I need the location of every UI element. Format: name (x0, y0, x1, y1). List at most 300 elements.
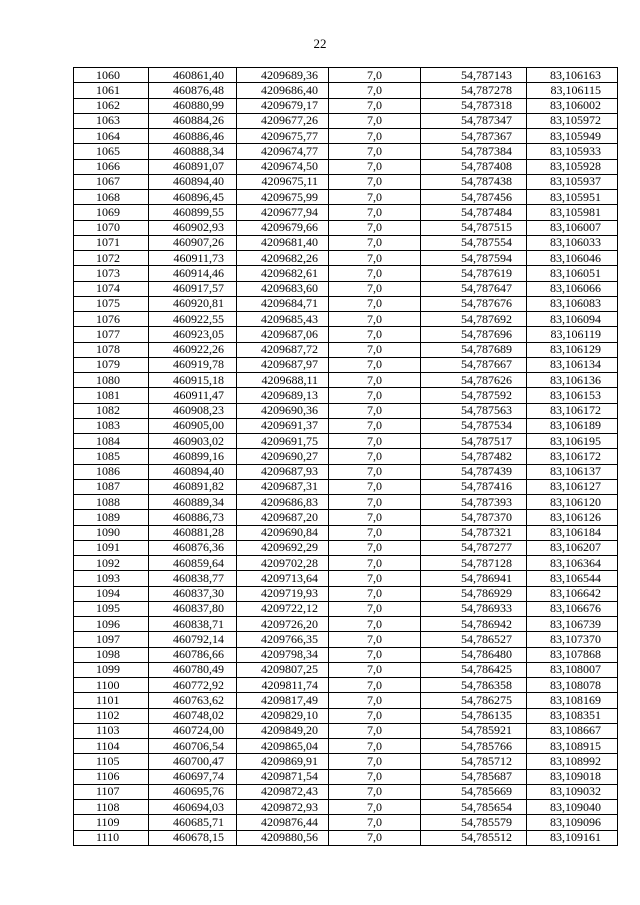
y-coordinate-cell: 4209702,28 (237, 556, 329, 571)
y-coordinate-cell: 4209876,44 (237, 815, 329, 830)
latitude-cell: 54,785512 (421, 830, 527, 845)
point-number-cell: 1104 (74, 739, 149, 754)
table-row (74, 342, 618, 357)
table-row (74, 235, 618, 250)
y-coordinate-cell: 4209686,83 (237, 495, 329, 510)
table-row (74, 617, 618, 632)
accuracy-cell: 7,0 (329, 281, 421, 296)
latitude-cell: 54,786425 (421, 662, 527, 677)
accuracy-cell: 7,0 (329, 525, 421, 540)
longitude-cell: 83,105951 (527, 190, 618, 205)
x-coordinate-cell: 460695,76 (149, 784, 237, 799)
latitude-cell: 54,787696 (421, 327, 527, 342)
x-coordinate-cell: 460772,92 (149, 678, 237, 693)
latitude-cell: 54,787143 (421, 68, 527, 83)
latitude-cell: 54,787515 (421, 220, 527, 235)
accuracy-cell: 7,0 (329, 327, 421, 342)
x-coordinate-cell: 460724,00 (149, 723, 237, 738)
latitude-cell: 54,787534 (421, 418, 527, 433)
longitude-cell: 83,106195 (527, 434, 618, 449)
x-coordinate-cell: 460886,46 (149, 129, 237, 144)
accuracy-cell: 7,0 (329, 784, 421, 799)
longitude-cell: 83,105937 (527, 174, 618, 189)
y-coordinate-cell: 4209722,12 (237, 601, 329, 616)
x-coordinate-cell: 460763,62 (149, 693, 237, 708)
latitude-cell: 54,787692 (421, 312, 527, 327)
point-number-cell: 1075 (74, 296, 149, 311)
x-coordinate-cell: 460902,93 (149, 220, 237, 235)
y-coordinate-cell: 4209687,72 (237, 342, 329, 357)
longitude-cell: 83,106120 (527, 495, 618, 510)
x-coordinate-cell: 460889,34 (149, 495, 237, 510)
x-coordinate-cell: 460920,81 (149, 296, 237, 311)
point-number-cell: 1086 (74, 464, 149, 479)
longitude-cell: 83,108078 (527, 678, 618, 693)
latitude-cell: 54,787594 (421, 251, 527, 266)
point-number-cell: 1071 (74, 235, 149, 250)
x-coordinate-cell: 460911,47 (149, 388, 237, 403)
point-number-cell: 1090 (74, 525, 149, 540)
x-coordinate-cell: 460792,14 (149, 632, 237, 647)
longitude-cell: 83,109161 (527, 830, 618, 845)
point-number-cell: 1088 (74, 495, 149, 510)
table-row (74, 220, 618, 235)
longitude-cell: 83,106184 (527, 525, 618, 540)
latitude-cell: 54,785712 (421, 754, 527, 769)
point-number-cell: 1097 (74, 632, 149, 647)
y-coordinate-cell: 4209690,84 (237, 525, 329, 540)
accuracy-cell: 7,0 (329, 464, 421, 479)
table-row (74, 739, 618, 754)
x-coordinate-cell: 460894,40 (149, 464, 237, 479)
point-number-cell: 1093 (74, 571, 149, 586)
accuracy-cell: 7,0 (329, 800, 421, 815)
point-number-cell: 1064 (74, 129, 149, 144)
x-coordinate-cell: 460896,45 (149, 190, 237, 205)
longitude-cell: 83,109018 (527, 769, 618, 784)
accuracy-cell: 7,0 (329, 220, 421, 235)
longitude-cell: 83,108915 (527, 739, 618, 754)
longitude-cell: 83,108992 (527, 754, 618, 769)
accuracy-cell: 7,0 (329, 601, 421, 616)
y-coordinate-cell: 4209692,29 (237, 540, 329, 555)
x-coordinate-cell: 460838,77 (149, 571, 237, 586)
x-coordinate-cell: 460859,64 (149, 556, 237, 571)
point-number-cell: 1077 (74, 327, 149, 342)
point-number-cell: 1091 (74, 540, 149, 555)
x-coordinate-cell: 460876,36 (149, 540, 237, 555)
table-row (74, 266, 618, 281)
accuracy-cell: 7,0 (329, 129, 421, 144)
point-number-cell: 1092 (74, 556, 149, 571)
y-coordinate-cell: 4209689,36 (237, 68, 329, 83)
point-number-cell: 1073 (74, 266, 149, 281)
table-row (74, 754, 618, 769)
longitude-cell: 83,106544 (527, 571, 618, 586)
latitude-cell: 54,787393 (421, 495, 527, 510)
longitude-cell: 83,109096 (527, 815, 618, 830)
accuracy-cell: 7,0 (329, 174, 421, 189)
accuracy-cell: 7,0 (329, 342, 421, 357)
table-row (74, 113, 618, 128)
longitude-cell: 83,107868 (527, 647, 618, 662)
accuracy-cell: 7,0 (329, 403, 421, 418)
accuracy-cell: 7,0 (329, 83, 421, 98)
y-coordinate-cell: 4209681,40 (237, 235, 329, 250)
latitude-cell: 54,787367 (421, 129, 527, 144)
y-coordinate-cell: 4209690,27 (237, 449, 329, 464)
point-number-cell: 1078 (74, 342, 149, 357)
x-coordinate-cell: 460700,47 (149, 754, 237, 769)
y-coordinate-cell: 4209687,31 (237, 479, 329, 494)
y-coordinate-cell: 4209798,34 (237, 647, 329, 662)
accuracy-cell: 7,0 (329, 708, 421, 723)
longitude-cell: 83,106119 (527, 327, 618, 342)
latitude-cell: 54,785579 (421, 815, 527, 830)
y-coordinate-cell: 4209687,93 (237, 464, 329, 479)
x-coordinate-cell: 460907,26 (149, 235, 237, 250)
accuracy-cell: 7,0 (329, 357, 421, 372)
latitude-cell: 54,787439 (421, 464, 527, 479)
x-coordinate-cell: 460922,55 (149, 312, 237, 327)
point-number-cell: 1087 (74, 479, 149, 494)
accuracy-cell: 7,0 (329, 556, 421, 571)
table-row (74, 449, 618, 464)
accuracy-cell: 7,0 (329, 510, 421, 525)
y-coordinate-cell: 4209689,13 (237, 388, 329, 403)
x-coordinate-cell: 460837,30 (149, 586, 237, 601)
point-number-cell: 1072 (74, 251, 149, 266)
accuracy-cell: 7,0 (329, 449, 421, 464)
table-row (74, 205, 618, 220)
y-coordinate-cell: 4209682,26 (237, 251, 329, 266)
accuracy-cell: 7,0 (329, 769, 421, 784)
accuracy-cell: 7,0 (329, 540, 421, 555)
point-number-cell: 1076 (74, 312, 149, 327)
table-row (74, 373, 618, 388)
x-coordinate-cell: 460786,66 (149, 647, 237, 662)
x-coordinate-cell: 460884,26 (149, 113, 237, 128)
y-coordinate-cell: 4209872,93 (237, 800, 329, 815)
latitude-cell: 54,787676 (421, 296, 527, 311)
latitude-cell: 54,787278 (421, 83, 527, 98)
latitude-cell: 54,787563 (421, 403, 527, 418)
latitude-cell: 54,787128 (421, 556, 527, 571)
x-coordinate-cell: 460915,18 (149, 373, 237, 388)
y-coordinate-cell: 4209674,50 (237, 159, 329, 174)
longitude-cell: 83,106739 (527, 617, 618, 632)
table-row (74, 662, 618, 677)
longitude-cell: 83,105933 (527, 144, 618, 159)
longitude-cell: 83,106172 (527, 449, 618, 464)
y-coordinate-cell: 4209687,97 (237, 357, 329, 372)
y-coordinate-cell: 4209719,93 (237, 586, 329, 601)
latitude-cell: 54,787517 (421, 434, 527, 449)
latitude-cell: 54,787484 (421, 205, 527, 220)
latitude-cell: 54,785687 (421, 769, 527, 784)
latitude-cell: 54,786275 (421, 693, 527, 708)
x-coordinate-cell: 460881,28 (149, 525, 237, 540)
longitude-cell: 83,106066 (527, 281, 618, 296)
accuracy-cell: 7,0 (329, 830, 421, 845)
latitude-cell: 54,787416 (421, 479, 527, 494)
latitude-cell: 54,787277 (421, 540, 527, 555)
y-coordinate-cell: 4209675,77 (237, 129, 329, 144)
latitude-cell: 54,786527 (421, 632, 527, 647)
longitude-cell: 83,106153 (527, 388, 618, 403)
point-number-cell: 1096 (74, 617, 149, 632)
accuracy-cell: 7,0 (329, 251, 421, 266)
point-number-cell: 1061 (74, 83, 149, 98)
table-row (74, 174, 618, 189)
coordinates-table (73, 67, 618, 846)
y-coordinate-cell: 4209687,06 (237, 327, 329, 342)
y-coordinate-cell: 4209766,35 (237, 632, 329, 647)
y-coordinate-cell: 4209829,10 (237, 708, 329, 723)
y-coordinate-cell: 4209679,17 (237, 98, 329, 113)
point-number-cell: 1068 (74, 190, 149, 205)
table-row (74, 708, 618, 723)
accuracy-cell: 7,0 (329, 662, 421, 677)
longitude-cell: 83,106172 (527, 403, 618, 418)
point-number-cell: 1098 (74, 647, 149, 662)
x-coordinate-cell: 460838,71 (149, 617, 237, 632)
accuracy-cell: 7,0 (329, 693, 421, 708)
latitude-cell: 54,787619 (421, 266, 527, 281)
table-row (74, 525, 618, 540)
x-coordinate-cell: 460888,34 (149, 144, 237, 159)
y-coordinate-cell: 4209691,75 (237, 434, 329, 449)
accuracy-cell: 7,0 (329, 815, 421, 830)
latitude-cell: 54,787554 (421, 235, 527, 250)
table-row (74, 312, 618, 327)
x-coordinate-cell: 460748,02 (149, 708, 237, 723)
latitude-cell: 54,787647 (421, 281, 527, 296)
y-coordinate-cell: 4209679,66 (237, 220, 329, 235)
longitude-cell: 83,106126 (527, 510, 618, 525)
latitude-cell: 54,785921 (421, 723, 527, 738)
table-row (74, 601, 618, 616)
table-row (74, 190, 618, 205)
y-coordinate-cell: 4209675,99 (237, 190, 329, 205)
y-coordinate-cell: 4209713,64 (237, 571, 329, 586)
accuracy-cell: 7,0 (329, 617, 421, 632)
x-coordinate-cell: 460694,03 (149, 800, 237, 815)
x-coordinate-cell: 460891,82 (149, 479, 237, 494)
x-coordinate-cell: 460914,46 (149, 266, 237, 281)
accuracy-cell: 7,0 (329, 586, 421, 601)
table-row (74, 434, 618, 449)
longitude-cell: 83,108169 (527, 693, 618, 708)
x-coordinate-cell: 460903,02 (149, 434, 237, 449)
table-row (74, 495, 618, 510)
x-coordinate-cell: 460917,57 (149, 281, 237, 296)
point-number-cell: 1063 (74, 113, 149, 128)
table-row (74, 556, 618, 571)
x-coordinate-cell: 460706,54 (149, 739, 237, 754)
y-coordinate-cell: 4209674,77 (237, 144, 329, 159)
latitude-cell: 54,787689 (421, 342, 527, 357)
point-number-cell: 1101 (74, 693, 149, 708)
longitude-cell: 83,106163 (527, 68, 618, 83)
y-coordinate-cell: 4209865,04 (237, 739, 329, 754)
longitude-cell: 83,106207 (527, 540, 618, 555)
latitude-cell: 54,787667 (421, 357, 527, 372)
point-number-cell: 1069 (74, 205, 149, 220)
x-coordinate-cell: 460678,15 (149, 830, 237, 845)
accuracy-cell: 7,0 (329, 495, 421, 510)
accuracy-cell: 7,0 (329, 739, 421, 754)
point-number-cell: 1062 (74, 98, 149, 113)
y-coordinate-cell: 4209686,40 (237, 83, 329, 98)
x-coordinate-cell: 460923,05 (149, 327, 237, 342)
accuracy-cell: 7,0 (329, 159, 421, 174)
y-coordinate-cell: 4209849,20 (237, 723, 329, 738)
latitude-cell: 54,785669 (421, 784, 527, 799)
y-coordinate-cell: 4209685,43 (237, 312, 329, 327)
longitude-cell: 83,106046 (527, 251, 618, 266)
point-number-cell: 1108 (74, 800, 149, 815)
longitude-cell: 83,106094 (527, 312, 618, 327)
accuracy-cell: 7,0 (329, 144, 421, 159)
y-coordinate-cell: 4209872,43 (237, 784, 329, 799)
x-coordinate-cell: 460899,55 (149, 205, 237, 220)
page-number: 22 (313, 36, 327, 51)
accuracy-cell: 7,0 (329, 479, 421, 494)
point-number-cell: 1074 (74, 281, 149, 296)
table-row (74, 723, 618, 738)
x-coordinate-cell: 460905,00 (149, 418, 237, 433)
point-number-cell: 1083 (74, 418, 149, 433)
point-number-cell: 1094 (74, 586, 149, 601)
table-row (74, 403, 618, 418)
accuracy-cell: 7,0 (329, 266, 421, 281)
point-number-cell: 1105 (74, 754, 149, 769)
longitude-cell: 83,105928 (527, 159, 618, 174)
x-coordinate-cell: 460880,99 (149, 98, 237, 113)
longitude-cell: 83,106134 (527, 357, 618, 372)
table-row (74, 647, 618, 662)
longitude-cell: 83,106137 (527, 464, 618, 479)
accuracy-cell: 7,0 (329, 647, 421, 662)
y-coordinate-cell: 4209807,25 (237, 662, 329, 677)
x-coordinate-cell: 460685,71 (149, 815, 237, 830)
table-row (74, 327, 618, 342)
latitude-cell: 54,785654 (421, 800, 527, 815)
table-row (74, 510, 618, 525)
table-row (74, 296, 618, 311)
point-number-cell: 1065 (74, 144, 149, 159)
accuracy-cell: 7,0 (329, 418, 421, 433)
y-coordinate-cell: 4209688,11 (237, 373, 329, 388)
x-coordinate-cell: 460891,07 (149, 159, 237, 174)
x-coordinate-cell: 460886,73 (149, 510, 237, 525)
y-coordinate-cell: 4209880,56 (237, 830, 329, 845)
point-number-cell: 1081 (74, 388, 149, 403)
table-row (74, 83, 618, 98)
longitude-cell: 83,106136 (527, 373, 618, 388)
point-number-cell: 1102 (74, 708, 149, 723)
table-row (74, 159, 618, 174)
latitude-cell: 54,787456 (421, 190, 527, 205)
accuracy-cell: 7,0 (329, 68, 421, 83)
x-coordinate-cell: 460922,26 (149, 342, 237, 357)
longitude-cell: 83,106129 (527, 342, 618, 357)
table-row (74, 540, 618, 555)
longitude-cell: 83,105949 (527, 129, 618, 144)
point-number-cell: 1084 (74, 434, 149, 449)
longitude-cell: 83,106189 (527, 418, 618, 433)
point-number-cell: 1082 (74, 403, 149, 418)
latitude-cell: 54,787321 (421, 525, 527, 540)
coordinates-table-body (74, 68, 618, 846)
x-coordinate-cell: 460919,78 (149, 357, 237, 372)
longitude-cell: 83,107370 (527, 632, 618, 647)
accuracy-cell: 7,0 (329, 98, 421, 113)
accuracy-cell: 7,0 (329, 373, 421, 388)
latitude-cell: 54,785766 (421, 739, 527, 754)
latitude-cell: 54,787592 (421, 388, 527, 403)
point-number-cell: 1070 (74, 220, 149, 235)
latitude-cell: 54,787318 (421, 98, 527, 113)
y-coordinate-cell: 4209726,20 (237, 617, 329, 632)
table-row (74, 281, 618, 296)
longitude-cell: 83,106642 (527, 586, 618, 601)
accuracy-cell: 7,0 (329, 571, 421, 586)
latitude-cell: 54,787347 (421, 113, 527, 128)
table-row (74, 464, 618, 479)
longitude-cell: 83,109032 (527, 784, 618, 799)
y-coordinate-cell: 4209691,37 (237, 418, 329, 433)
accuracy-cell: 7,0 (329, 296, 421, 311)
longitude-cell: 83,106033 (527, 235, 618, 250)
longitude-cell: 83,105981 (527, 205, 618, 220)
latitude-cell: 54,787384 (421, 144, 527, 159)
accuracy-cell: 7,0 (329, 388, 421, 403)
table-row (74, 251, 618, 266)
y-coordinate-cell: 4209677,94 (237, 205, 329, 220)
longitude-cell: 83,108667 (527, 723, 618, 738)
table-row (74, 144, 618, 159)
accuracy-cell: 7,0 (329, 235, 421, 250)
latitude-cell: 54,787482 (421, 449, 527, 464)
table-row (74, 800, 618, 815)
table-row (74, 479, 618, 494)
y-coordinate-cell: 4209675,11 (237, 174, 329, 189)
y-coordinate-cell: 4209690,36 (237, 403, 329, 418)
point-number-cell: 1095 (74, 601, 149, 616)
table-row (74, 632, 618, 647)
x-coordinate-cell: 460911,73 (149, 251, 237, 266)
point-number-cell: 1080 (74, 373, 149, 388)
longitude-cell: 83,106083 (527, 296, 618, 311)
y-coordinate-cell: 4209871,54 (237, 769, 329, 784)
accuracy-cell: 7,0 (329, 678, 421, 693)
latitude-cell: 54,786941 (421, 571, 527, 586)
x-coordinate-cell: 460908,23 (149, 403, 237, 418)
point-number-cell: 1079 (74, 357, 149, 372)
table-row (74, 830, 618, 845)
longitude-cell: 83,106364 (527, 556, 618, 571)
accuracy-cell: 7,0 (329, 754, 421, 769)
longitude-cell: 83,106002 (527, 98, 618, 113)
accuracy-cell: 7,0 (329, 205, 421, 220)
point-number-cell: 1106 (74, 769, 149, 784)
table-row (74, 784, 618, 799)
table-row (74, 418, 618, 433)
longitude-cell: 83,108351 (527, 708, 618, 723)
table-row (74, 586, 618, 601)
